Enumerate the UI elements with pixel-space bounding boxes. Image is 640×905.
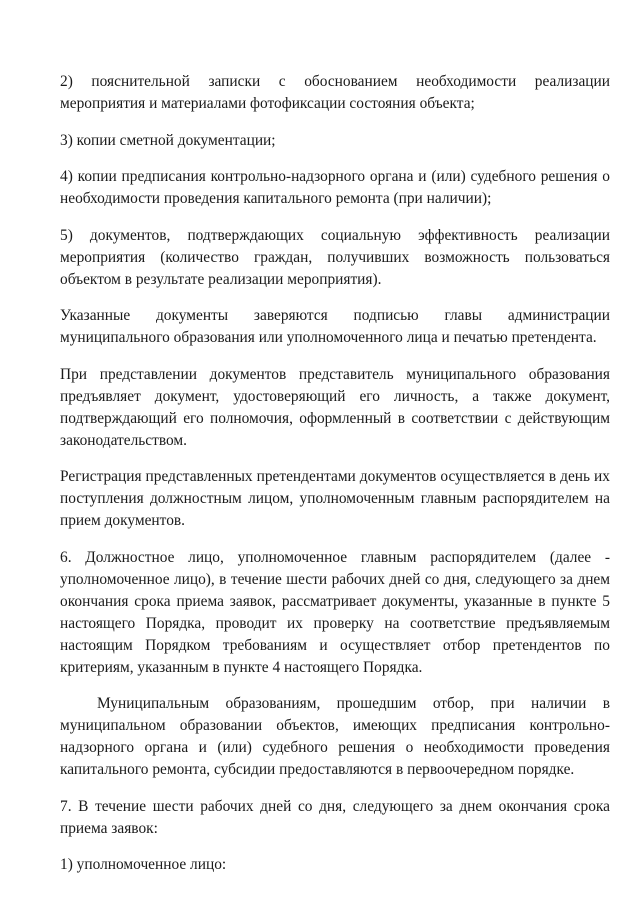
- paragraph-item-2: 2) пояснительной записки с обоснованием необходимости реализации мероприятия и материалами фотофиксации состояния объекта;: [60, 73, 610, 112]
- paragraph-clause-7: 7. В течение шести рабочих дней со дня, следующего за днем окончания срока приема заявок:: [60, 797, 610, 837]
- paragraph-priority: Муниципальным образованиям, прошедшим отбор, при наличии в муниципальном образовании объектов, имеющих предписания контрольно-надзорного органа и (или) судебного решения о необходимости проведения капитального ремонта, субсидии предоставляются в первоочередном порядке.: [60, 695, 610, 778]
- paragraph-item-4: 4) копии предписания контрольно-надзорного органа и (или) судебного решения о необходимости проведения капитального ремонта (при наличии);: [60, 168, 610, 207]
- paragraph-registration: Регистрация представленных претендентами документов осуществляется в день их поступления должностным лицом, уполномоченным главным распорядителем на прием документов.: [60, 468, 610, 529]
- paragraph-clause-6: 6. Должностное лицо, уполномоченное главным распорядителем (далее - уполномоченное лицо), в течение шести рабочих дней со дня, следующего за днем окончания срока приема заявок, рассматривает документы, указанные в пункте 5 настоящего Порядка, проводит их проверку на соответствие предъявляемым настоящим Порядком требованиям и осуществляет отбор претендентов по критериям, указанным в пункте 4 настоящего Порядка.: [60, 548, 610, 676]
- paragraph-representative: При представлении документов представитель муниципального образования предъявляет документ, удостоверяющий его личность, а также документ, подтверждающий его полномочия, оформленный в соответствии с действующим законодательством.: [60, 365, 610, 449]
- paragraph-certification: Указанные документы заверяются подписью главы администрации муниципального образования или уполномоченного лица и печатью претендента.: [60, 307, 610, 346]
- document-page: [60, 71, 610, 891]
- paragraph-item-3: 3) копии сметной документации;: [60, 131, 276, 149]
- paragraph-subitem-1: 1) уполномоченное лицо:: [60, 856, 227, 873]
- paragraph-item-5: 5) документов, подтверждающих социальную эффективность реализации мероприятия (количество граждан, получивших возможность пользоваться объектом в результате реализации мероприятия).: [60, 226, 610, 288]
